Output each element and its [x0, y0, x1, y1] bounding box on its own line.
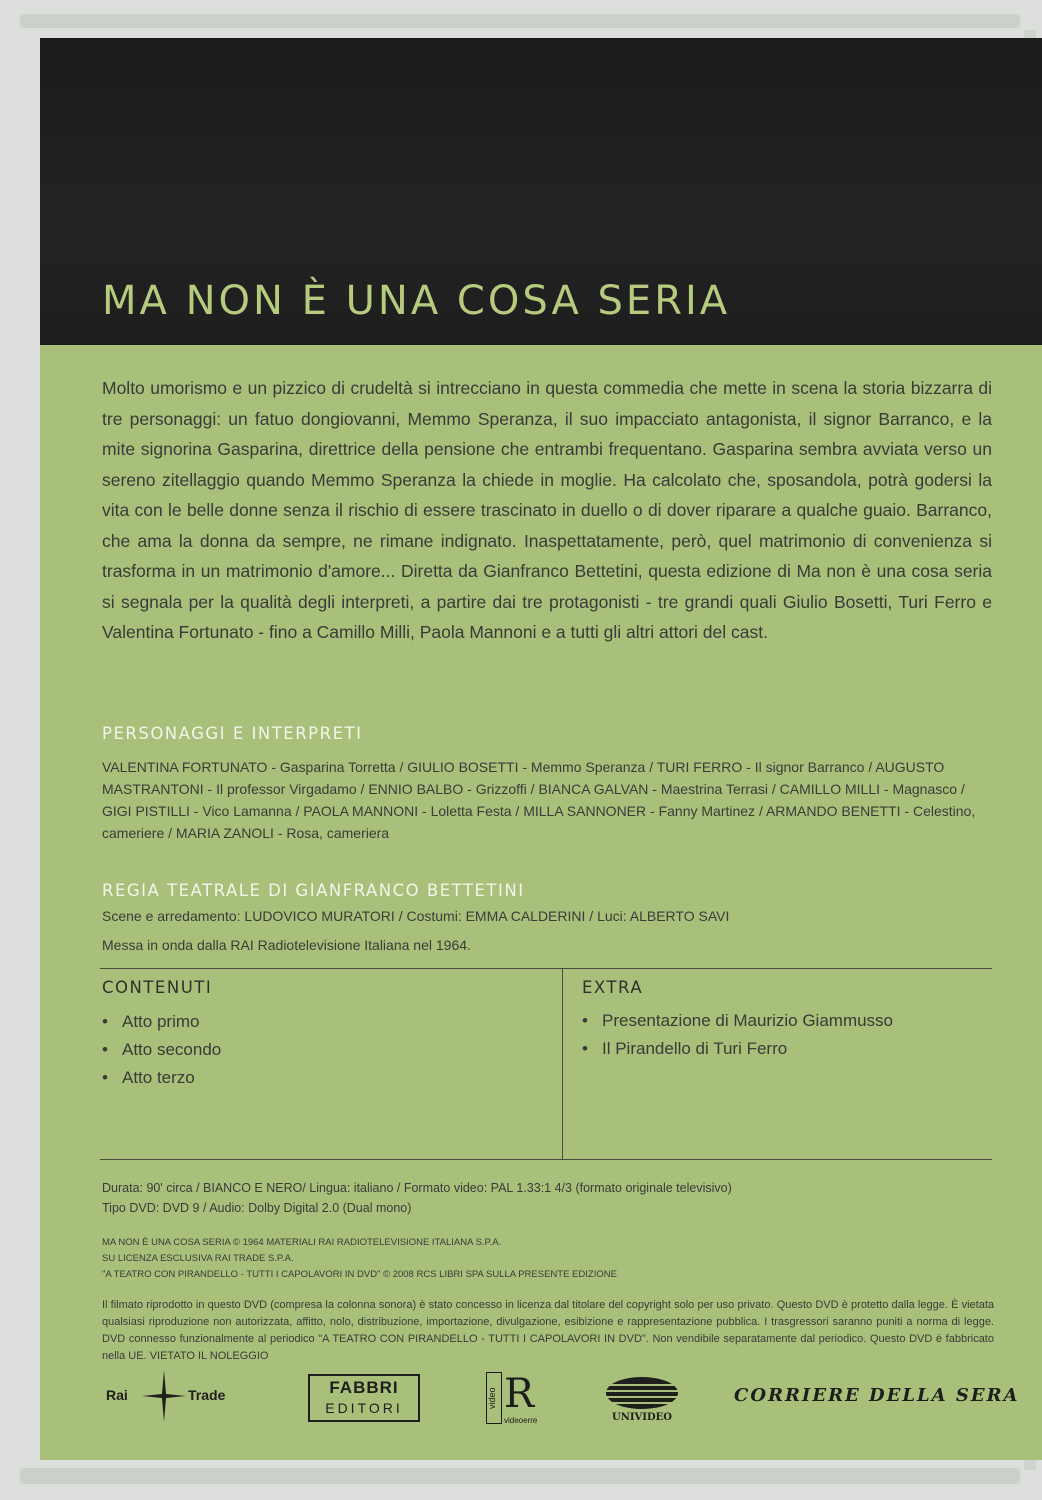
copyright-line: SU LICENZA ESCLUSIVA RAI TRADE S.P.A.	[102, 1253, 294, 1264]
fabbri-word: FABBRI	[329, 1378, 399, 1397]
synopsis-text: Molto umorismo e un pizzico di crudeltà si intrecciano in questa commedia che mette in scena la storia bizzarra di tre personaggi: un fatuo dongiovanni, Memmo Speranza, il suo impacciato antagonista, il signor Barranco, e la mite signorina Gasparina, direttrice della pensione che entrambi frequentano. Gasparina sembra avviata verso un sereno zitellaggio quando Memmo Speranza la chiede in moglie. Ha calcolato che, sposandola, potrà godersi la vita con le belle donne senza il rischio di essere trascinato in duello o di dover riparare a qualche guaio. Barranco, che ama la donna da sempre, ne rimane indignato. Inaspettatamente, però, quel matrimonio di convenienza si trasforma in un matrimonio d'amore... Diretta da Gianfranco Bettetini, questa edizione di Ma non è una cosa seria si segnala per la qualità degli interpreti, a partire dai tre protagonisti - tre grandi quali Giulio Bosetti, Turi Ferro e Valentina Fortunato - fino a Camillo Milli, Paola Mannoni e a tutti gli altri attori del cast.	[102, 378, 992, 642]
contents-heading: CONTENUTI	[102, 978, 213, 997]
corriere-della-sera-logo: CORRIERE DELLA SERA	[734, 1385, 1020, 1406]
videoerre-mark: R	[504, 1371, 535, 1417]
cover-title: MA NON È UNA COSA SERIA	[102, 278, 731, 324]
univideo-globe-icon	[605, 1376, 679, 1410]
technical-specs	[102, 1178, 732, 1218]
rai-word: Rai	[106, 1387, 128, 1403]
case-rail-bottom	[20, 1468, 1020, 1484]
copyright-line: MA NON È UNA COSA SERIA © 1964 MATERIALI RAI RADIOTELEVISIONE ITALIANA S.P.A.	[102, 1237, 502, 1248]
trade-word: Trade	[188, 1387, 226, 1403]
editori-word: EDITORI	[325, 1400, 403, 1416]
divider-vertical	[562, 968, 563, 1160]
cast-list: VALENTINA FORTUNATO - Gasparina Torretta / GIULIO BOSETTI - Memmo Speranza / TURI FERRO - Il signor Barranco / AUGUSTO MASTRANTONI - Il professor Virgadamo / ENNIO BALBO - Grizzoffi / BIANCA GALVAN - Maestrina Terrasi / CAMILLO MILLI - Magnasco / GIGI PISTILLI - Vico Lamanna / PAOLA MANNONI - Loletta Festa / MILLA SANNONER - Fanny Martinez / ARMANDO BENETTI - Celestino, cameriere / MARIA ZANOLI - Rosa, cameriera	[102, 759, 976, 841]
cast-heading: PERSONAGGI E INTERPRETI	[102, 724, 363, 743]
videoerre-caption: videoerre	[504, 1416, 538, 1425]
rai-trade-mark-icon	[142, 1370, 186, 1422]
rai-trade-logo	[102, 1368, 242, 1423]
copyright-line: "A TEATRO CON PIRANDELLO - TUTTI I CAPOLAVORI IN DVD" © 2008 RCS LIBRI SPA SULLA PRESENTE EDIZIONE	[102, 1269, 617, 1280]
director-heading: REGIA TEATRALE DI GIANFRANCO BETTETINI	[102, 881, 525, 900]
contents-list	[102, 1008, 221, 1092]
back-cover-sheet	[40, 38, 1042, 1460]
divider-bottom	[100, 1159, 992, 1160]
videoerre-side-label: video	[486, 1372, 502, 1424]
extra-item: • Presentazione di Maurizio Giammusso	[582, 1007, 893, 1035]
univideo-word: UNIVIDEO	[612, 1412, 672, 1423]
broadcast-note: Messa in onda dalla RAI Radiotelevisione Italiana nel 1964.	[102, 937, 471, 953]
contents-item: • Atto primo	[102, 1008, 221, 1036]
univideo-logo	[602, 1376, 682, 1428]
tech-line: Tipo DVD: DVD 9 / Audio: Dolby Digital 2.0 (Dual mono)	[102, 1201, 412, 1215]
videoerre-logo	[486, 1372, 546, 1428]
copyright-block	[102, 1235, 617, 1283]
extra-item: • Il Pirandello di Turi Ferro	[582, 1035, 893, 1063]
contents-item: • Atto terzo	[102, 1064, 221, 1092]
divider-top	[100, 968, 992, 969]
tech-line: Durata: 90' circa / BIANCO E NERO/ Lingua: italiano / Formato video: PAL 1.33:1 4/3 (formato originale televisivo)	[102, 1181, 732, 1195]
case-rail-top	[20, 14, 1020, 28]
legal-notice: Il filmato riprodotto in questo DVD (compresa la colonna sonora) è stato concesso in licenza dal titolare del copyright solo per uso privato. Questo DVD è protetto dalla legge. È vietata qualsiasi riproduzione non autorizzata, affitto, nolo, distribuzione, importazione, divulgazione, esibizione e rappresentazione pubblica. I trasgressori saranno puniti a norma di legge. DVD connesso funzionalmente al periodico "A TEATRO CON PIRANDELLO - TUTTI I CAPOLAVORI IN DVD". Non vendibile separatamente dal periodico. Questo DVD è fabbricato nella UE. VIETATO IL NOLEGGIO	[102, 1299, 994, 1362]
header-band	[40, 38, 1042, 345]
extra-list	[582, 1007, 893, 1063]
extra-heading: EXTRA	[582, 978, 644, 997]
fabbri-editori-logo	[308, 1374, 420, 1422]
contents-item: • Atto secondo	[102, 1036, 221, 1064]
crew-credits: Scene e arredamento: LUDOVICO MURATORI / Costumi: EMMA CALDERINI / Luci: ALBERTO SAVI	[102, 908, 730, 924]
